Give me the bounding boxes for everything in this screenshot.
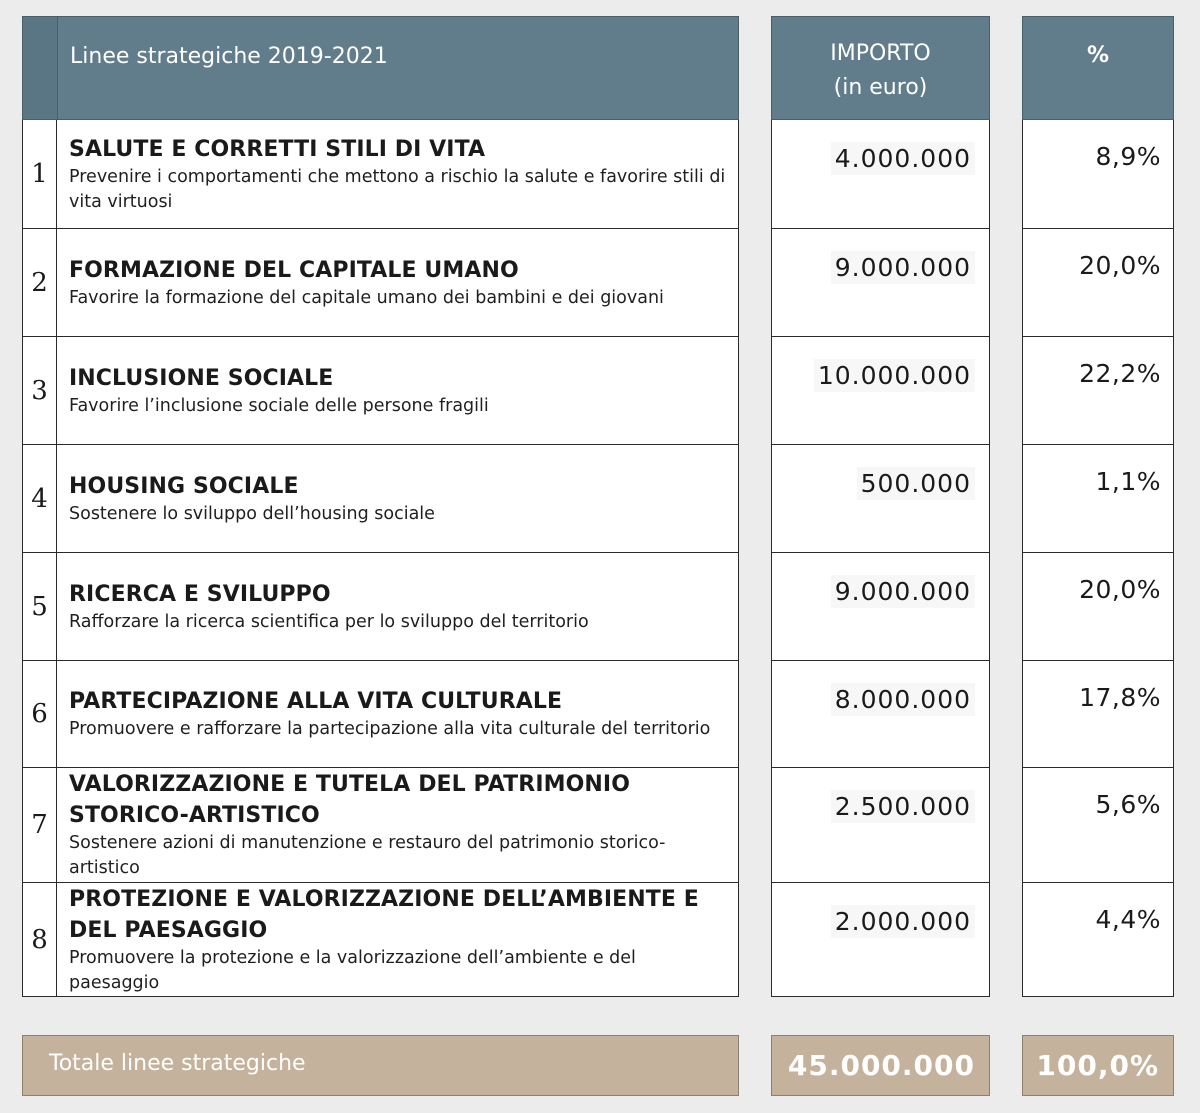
row-amount: 9.000.000: [831, 251, 975, 284]
row-number: 8: [23, 883, 57, 997]
amount-row: [772, 660, 989, 767]
row-description: Sostenere lo sviluppo dell’housing sociale: [69, 503, 435, 524]
row-title: PROTEZIONE E VALORIZZAZIONE DELL’AMBIENTE E DEL PAESAGGIO: [69, 887, 699, 943]
row-text: [69, 883, 730, 997]
row-number: 2: [23, 229, 57, 336]
percent-row: [1023, 660, 1173, 767]
amount-row: [772, 552, 989, 660]
header-percent-label: %: [1086, 43, 1110, 68]
row-description: Promuovere la protezione e la valorizzazione dell’ambiente e del paesaggio: [69, 948, 636, 993]
row-amount: 2.000.000: [831, 905, 975, 938]
row-number: 6: [23, 661, 57, 767]
amount-column: [771, 120, 990, 997]
row-percent: 22,2%: [1079, 359, 1161, 388]
row-description: Sostenere azioni di manutenzione e restauro del patrimonio storico-artistico: [69, 833, 666, 878]
row-description: Favorire la formazione del capitale umano dei bambini e dei giovani: [69, 287, 664, 308]
row-description: Rafforzare la ricerca scientifica per lo sviluppo del territorio: [69, 611, 589, 632]
row-title: RICERCA E SVILUPPO: [69, 581, 331, 607]
total-row-amount-box: [771, 1035, 990, 1096]
table-row: [23, 120, 738, 228]
row-title: HOUSING SOCIALE: [69, 473, 299, 499]
total-row-percent-box: [1022, 1035, 1174, 1096]
row-text: [69, 768, 730, 882]
percent-row: [1023, 767, 1173, 882]
table-header-amount: [771, 16, 990, 120]
row-percent: 17,8%: [1079, 683, 1161, 712]
amount-row: [772, 120, 989, 228]
row-percent: 1,1%: [1095, 467, 1161, 496]
row-percent: 8,9%: [1095, 142, 1161, 171]
row-number: 1: [23, 120, 57, 228]
row-text: [69, 229, 730, 336]
percent-column: [1022, 120, 1174, 997]
row-number: 7: [23, 768, 57, 882]
header-amount-label: [772, 37, 989, 105]
percent-row: [1023, 882, 1173, 997]
row-title: INCLUSIONE SOCIALE: [69, 365, 334, 391]
row-description: Promuovere e rafforzare la partecipazione alla vita culturale del territorio: [69, 719, 711, 739]
row-amount: 8.000.000: [831, 683, 975, 716]
row-amount: 9.000.000: [831, 575, 975, 608]
row-title: SALUTE E CORRETTI STILI DI VITA: [69, 136, 486, 162]
table-header-percent: [1022, 16, 1174, 120]
row-amount: 4.000.000: [831, 142, 975, 175]
table-header-strategic-lines: [22, 16, 739, 120]
percent-row: [1023, 120, 1173, 228]
row-amount: 2.500.000: [831, 790, 975, 823]
percent-row: [1023, 552, 1173, 660]
row-percent: 20,0%: [1079, 575, 1161, 604]
row-title: PARTECIPAZIONE ALLA VITA CULTURALE: [69, 689, 563, 714]
strategic-lines-column: [22, 120, 739, 997]
table-row: [23, 882, 738, 997]
table-row: [23, 660, 738, 767]
row-title: FORMAZIONE DEL CAPITALE UMANO: [69, 257, 519, 283]
row-number: 5: [23, 553, 57, 660]
header-amount-line2: (in euro): [833, 75, 928, 100]
header-amount-line1: IMPORTO: [830, 41, 931, 66]
row-text: [69, 553, 730, 660]
row-text: [69, 445, 730, 552]
header-number-cell: [23, 17, 58, 119]
amount-row: [772, 882, 989, 997]
amount-row: [772, 336, 989, 444]
total-amount: 45.000.000: [787, 1049, 975, 1082]
total-row-label-box: [22, 1035, 739, 1096]
total-label: Totale linee strategiche: [49, 1051, 306, 1076]
header-title: Linee strategiche 2019-2021: [70, 44, 388, 69]
percent-row: [1023, 336, 1173, 444]
table-row: [23, 336, 738, 444]
total-percent: 100,0%: [1036, 1049, 1159, 1082]
amount-row: [772, 228, 989, 336]
row-amount: 10.000.000: [814, 359, 975, 392]
row-title: VALORIZZAZIONE E TUTELA DEL PATRIMONIO STORICO-ARTISTICO: [69, 772, 631, 828]
amount-row: [772, 444, 989, 552]
row-amount: 500.000: [857, 467, 975, 500]
percent-row: [1023, 228, 1173, 336]
row-description: Favorire l’inclusione sociale delle persone fragili: [69, 395, 489, 416]
table-row: [23, 444, 738, 552]
row-number: 3: [23, 337, 57, 444]
table-row: [23, 767, 738, 882]
table-row: [23, 552, 738, 660]
row-percent: 4,4%: [1095, 905, 1161, 934]
table-row: [23, 228, 738, 336]
row-description: Prevenire i comportamenti che mettono a rischio la salute e favorire stili di vita virtuosi: [69, 166, 726, 212]
row-text: [69, 337, 730, 444]
percent-row: [1023, 444, 1173, 552]
row-percent: 20,0%: [1079, 251, 1161, 280]
row-percent: 5,6%: [1095, 790, 1161, 819]
amount-row: [772, 767, 989, 882]
row-number: 4: [23, 445, 57, 552]
row-text: [69, 661, 730, 767]
row-text: [69, 120, 730, 228]
